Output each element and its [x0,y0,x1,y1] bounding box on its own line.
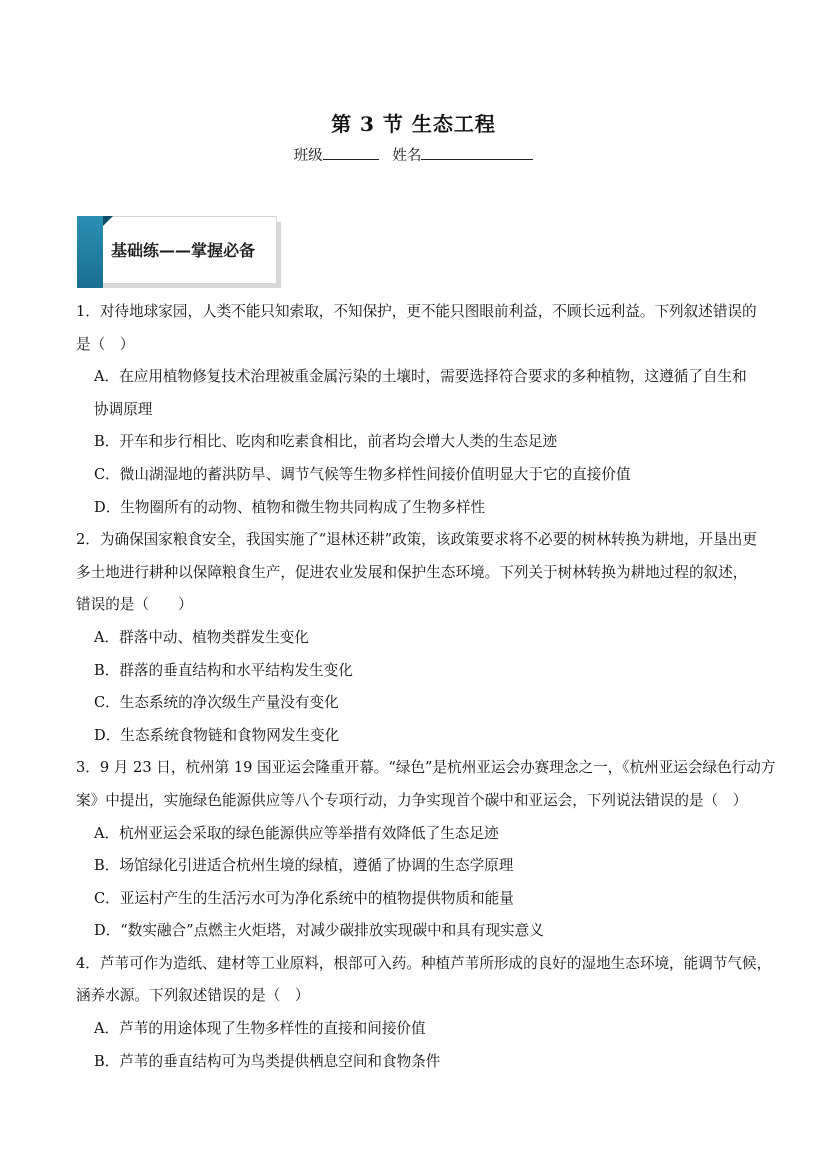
banner-fold [103,216,113,226]
class-label: 班级 [293,148,323,164]
question-4-stem-line-1: 4．芦苇可作为造纸、建材等工业原料，根部可入药。种植芦苇所形成的良好的湿地生态环境，能调节气候， [76,954,772,972]
question-3-option-c: C．亚运村产生的生活污水可为净化系统中的植物提供物质和能量 [94,889,514,907]
question-1-option-a-cont: 协调原理 [94,400,153,418]
question-2-stem-line-3: 错误的是（ ） [76,596,193,614]
question-3-option-b: B．场馆绿化引进适合杭州生境的绿植，遵循了协调的生态学原理 [94,857,514,875]
question-3-stem-line-2: 案》中提出，实施绿色能源供应等八个专项行动，力争实现首个碳中和亚运会，下列说法错误的是（ ） [76,791,748,809]
question-2-option-c: C．生态系统的净次级生产量没有变化 [94,694,339,712]
name-label: 姓名 [392,148,422,164]
question-3-option-d: D．“数实融合”点燃主火炬塔，对减少碳排放实现碳中和具有现实意义 [94,922,544,940]
question-1-option-b: B．开车和步行相比、吃肉和吃素食相比，前者均会增大人类的生态足迹 [94,433,558,451]
question-3-option-a: A．杭州亚运会采取的绿色能源供应等举措有效降低了生态足迹 [94,824,499,842]
banner-stripe [77,216,103,288]
question-2-option-a: A．群落中动、植物类群发生变化 [94,628,309,646]
question-1-option-a: A．在应用植物修复技术治理被重金属污染的土壤时，需要选择符合要求的多种植物，这遵循了自生和 [94,368,747,386]
question-2-option-d: D．生态系统食物链和食物网发生变化 [94,726,340,744]
class-blank[interactable] [323,145,379,160]
question-1-stem-line-1: 1．对待地球家园，人类不能只知索取，不知保护，更不能只图眼前利益，不顾长远利益。下列叙述错误的 [76,303,757,320]
question-4-stem-line-2: 涵养水源。下列叙述错误的是（ ） [76,987,310,1005]
question-1-option-c: C．微山湖湿地的蓄洪防旱、调节气候等生物多样性间接价值明显大于它的直接价值 [94,465,631,483]
question-3-stem-line-1: 3．9 月 23 日，杭州第 19 国亚运会隆重开幕。“绿色”是杭州亚运会办赛理念之一，《杭州亚运会绿色行动方 [76,759,776,777]
question-1-option-d: D．生物圈所有的动物、植物和微生物共同构成了生物多样性 [94,498,486,516]
student-info-line [0,144,827,165]
question-list [76,296,776,1078]
question-4-option-a: A．芦苇的用途体现了生物多样性的直接和间接价值 [94,1020,426,1038]
name-blank[interactable] [421,145,533,160]
page-title: 第 3 节 生态工程 [331,112,496,136]
banner-label: 基础练——掌握必备 [111,241,256,260]
section-banner [77,216,281,288]
question-2-option-b: B．群落的垂直结构和水平结构发生变化 [94,661,353,679]
question-2-stem-line-1: 2．为确保国家粮食安全，我国实施了“退林还耕”政策，该政策要求将不必要的树林转换为耕地，开垦出更 [76,531,757,549]
question-2-stem-line-2: 多土地进行耕种以保障粮食生产，促进农业发展和保护生态环境。下列关于树林转换为耕地过程的叙述， [76,563,748,581]
question-4-option-b: B．芦苇的垂直结构可为鸟类提供栖息空间和食物条件 [94,1052,441,1070]
question-1-stem-line-2: 是（ ） [76,335,135,353]
